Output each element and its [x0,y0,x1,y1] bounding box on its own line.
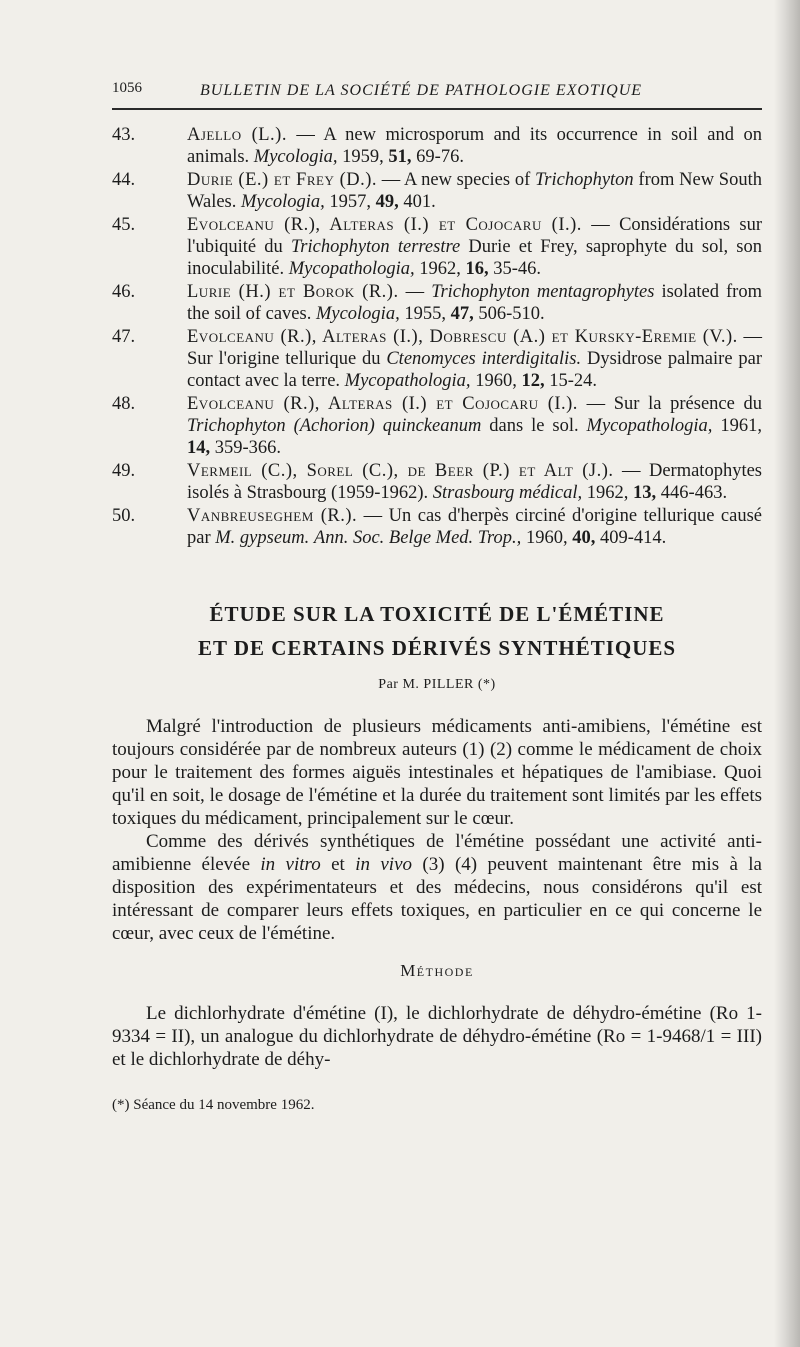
reference-text: — Un cas d'herpès circiné d'origine tellurique causé par [187,506,762,548]
page-number: 1056 [112,80,142,96]
reference-text: — A new species of [377,170,535,190]
para2-text-c: (3) (4) peuvent maintenant être mis à la disposition des expérimentateurs et des médecins, nous considérons qu'il est intéressant de comparer leurs effets toxiques, en particulier en ce qui concerne le cœur, avec ceux de l'émétine. [112,854,762,944]
reference-item [112,460,762,504]
journal-title: BULLETIN DE LA SOCIÉTÉ DE PATHOLOGIE EXOTIQUE [200,82,643,99]
reference-volume: 13, [633,483,657,503]
reference-taxon: Trichophyton terrestre [291,237,461,257]
reference-volume: 40, [572,528,596,548]
reference-authors: Evolceanu (R.), Alteras (I.) et Cojocaru (I.). [187,215,582,235]
article-title [112,597,762,665]
reference-journal: Mycopathologia, [288,259,415,279]
reference-pages: 446-463. [656,483,728,503]
reference-volume: 12, [521,371,545,391]
journal-page [112,70,762,1114]
reference-text-2: from New South Wales. [187,170,762,212]
reference-number: 49. [112,461,136,481]
running-head [112,70,762,110]
reference-item [112,393,762,459]
reference-pages: 401. [398,192,436,212]
para2-in-vivo: in vivo [355,854,413,875]
reference-number: 45. [112,215,136,235]
article-title-line-1: ÉTUDE SUR LA TOXICITÉ DE L'ÉMÉTINE [209,602,665,626]
reference-journal: Mycologia, [315,304,400,324]
reference-journal: Mycopathologia, [344,371,471,391]
reference-pages: 359-366. [210,438,282,458]
reference-number: 43. [112,125,136,145]
reference-pages: 506-510. [473,304,545,324]
reference-text: — A new microsporum and its occurrence in soil and on animals. [187,125,762,167]
reference-authors: Evolceanu (R.), Alteras (I.) et Cojocaru (I.). [187,394,578,414]
reference-item [112,281,762,325]
reference-volume: 51, [388,147,412,167]
paragraph-intro: Malgré l'introduction de plusieurs médicaments anti-amibiens, l'émétine est toujours considérée par de nombreux auteurs (1) (2) comme le médicament de choix pour le traitement des formes aiguës intestinales et hépatiques de l'amibiase. Quoi qu'il en soit, le dosage de l'émétine et la durée du traitement sont limités par les effets toxiques du médicament, principalement sur le cœur. [112,716,762,829]
paragraph-rationale [112,830,762,945]
reference-taxon: M. gypseum. [215,528,310,548]
reference-list [112,124,762,549]
reference-text-2: Dysidrose palmaire par contact avec la terre. [187,349,762,391]
reference-volume: 49, [375,192,399,212]
paragraph-methode: Le dichlorhydrate d'émétine (I), le dichlorhydrate de déhydro-émétine (Ro 1-9334 = II), un analogue du dichlorhydrate de déhydro-émétine (Ro = 1-9468/1 = III) et le dichlorhydrate de déhy- [112,1003,762,1070]
reference-taxon: Ctenomyces interdigitalis. [386,349,582,369]
reference-year: 1955, [399,304,451,324]
reference-pages: 69-76. [411,147,464,167]
reference-journal: Strasbourg médical, [432,483,583,503]
para2-text-a: Comme des dérivés synthétiques de l'émétine possédant une activité anti-amibienne élevée [112,831,762,875]
reference-journal: Mycopathologia, [586,416,713,436]
reference-text-2: isolated from the soil of caves. [187,282,762,324]
reference-text: — [398,282,432,302]
reference-taxon: Trichophyton [535,170,634,190]
reference-volume: 16, [465,259,489,279]
reference-authors: Vanbreuseghem (R.). [187,506,358,526]
reference-volume: 47, [450,304,474,324]
reference-authors: Ajello (L.). [187,125,287,145]
reference-number: 44. [112,170,136,190]
reference-journal: Mycologia, [241,192,325,212]
reference-number: 48. [112,394,136,414]
reference-journal: Mycologia, [253,147,338,167]
reference-item [112,169,762,213]
reference-year: 1962, [582,483,634,503]
reference-authors: Vermeil (C.), Sorel (C.), de Beer (P.) et Alt (J.). [187,461,614,481]
article-body [112,715,762,1071]
reference-text: — Dermatophytes isolés à Strasbourg (1959-1962). [187,461,762,503]
article-title-line-2: ET DE CERTAINS DÉRIVÉS SYNTHÉTIQUES [197,636,677,660]
reference-year: 1962, [414,259,466,279]
reference-item [112,214,762,280]
reference-year: 1957, [324,192,376,212]
para2-text-b: et [320,854,356,875]
reference-authors: Lurie (H.) et Borok (R.). [187,282,399,302]
reference-pages: 15-24. [544,371,597,391]
reference-volume: 14, [187,438,211,458]
reference-taxon: Trichophyton mentagrophytes [431,282,655,302]
reference-number: 50. [112,506,136,526]
reference-pages: 409-414. [595,528,667,548]
reference-item [112,124,762,168]
byline: Par M. PILLER (*) [378,677,496,692]
reference-item [112,326,762,392]
reference-authors: Durie (E.) et Frey (D.). [187,170,378,190]
reference-text-2: dans le sol. [481,416,587,436]
reference-number: 46. [112,282,136,302]
footnote: (*) Séance du 14 novembre 1962. [112,1097,315,1113]
reference-text: — Sur l'origine tellurique du [187,327,763,369]
reference-authors: Evolceanu (R.), Alteras (I.), Dobrescu (A.) et Kursky-Eremie (V.). [187,327,738,347]
reference-year: 1959, [337,147,389,167]
reference-text-2: Durie et Frey, saprophyte du sol, son inoculabilité. [187,237,762,279]
reference-year: 1960, [470,371,522,391]
reference-year: 1961, [712,416,762,436]
reference-year: 1960, [521,528,573,548]
section-heading-methode: Méthode [400,961,474,980]
reference-journal: Ann. Soc. Belge Med. Trop., [313,528,522,548]
page-edge-shadow [774,0,800,1347]
reference-taxon: Trichophyton (Achorion) quinckeanum [187,416,482,436]
reference-text: — Considérations sur l'ubiquité du [187,215,762,257]
reference-number: 47. [112,327,136,347]
para2-in-vitro: in vitro [260,854,321,875]
reference-pages: 35-46. [488,259,542,279]
reference-text: — Sur la présence du [577,394,762,414]
reference-item [112,505,762,549]
